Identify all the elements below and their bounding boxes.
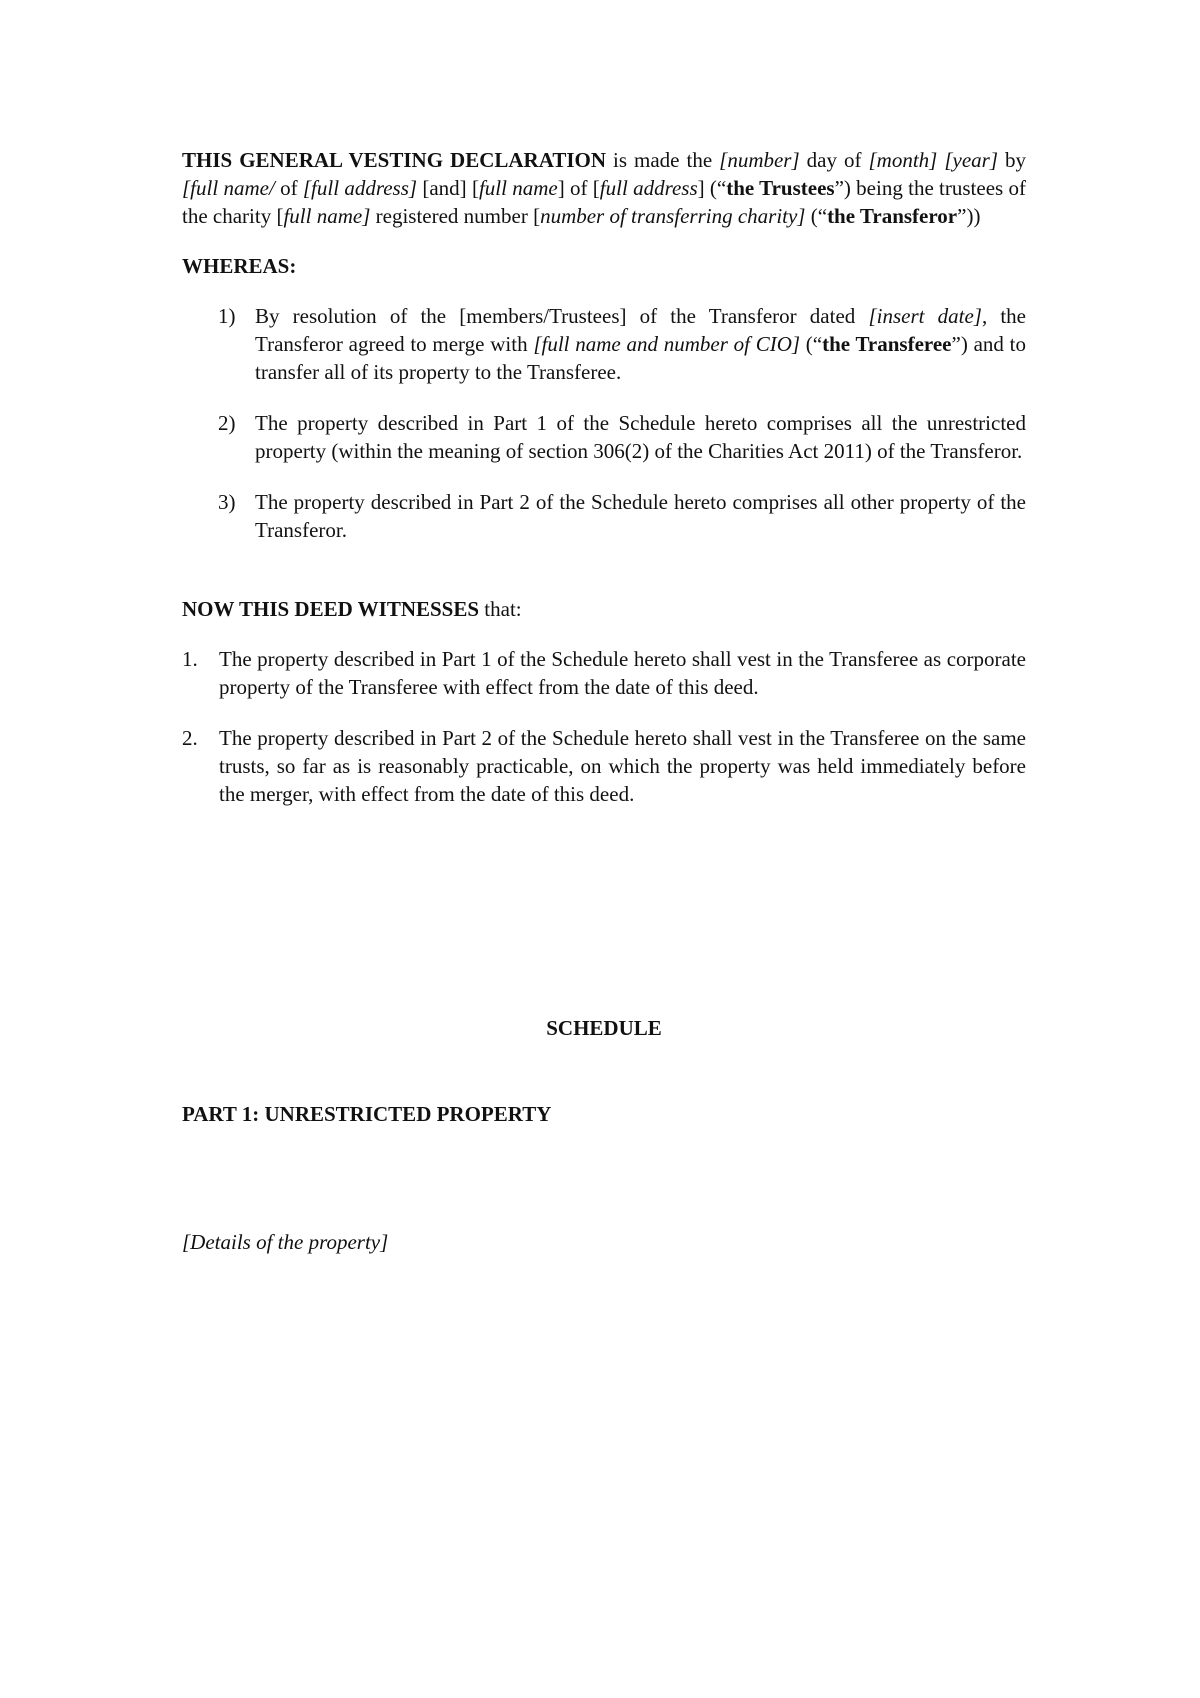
placeholder-number: [number] (719, 148, 800, 172)
intro-text: (“ (805, 204, 828, 228)
operative-clause (182, 645, 1026, 701)
recital-text: ”) and to transfer all of its property to the Transferee. (255, 332, 1026, 384)
recitals-list (182, 302, 1026, 544)
intro-text: day of (799, 148, 869, 172)
operative-clause (182, 724, 1026, 808)
recital-text: , the Transferor agreed to merge with (255, 304, 1027, 356)
recital-item (182, 409, 1026, 465)
witness-heading (182, 595, 1026, 623)
part1-details-placeholder: [Details of the property] (182, 1230, 389, 1254)
intro-text: registered number [ (370, 204, 541, 228)
intro-text: ] of [ (557, 176, 600, 200)
clause-number: 1. (182, 647, 198, 671)
intro-text: ”)) (957, 204, 981, 228)
intro-text: [and] [ (417, 176, 479, 200)
placeholder-full-address: [full address] (302, 176, 418, 200)
intro-text: by (998, 148, 1026, 172)
defined-term-transferor: the Transferor (827, 204, 958, 228)
placeholder-cio: [full name and number of CIO] (533, 332, 801, 356)
declaration-title: THIS GENERAL VESTING DECLARATION (182, 148, 606, 172)
placeholder-month-year: [month] [year] (868, 148, 998, 172)
clause-text: The property described in Part 2 of the Schedule hereto shall vest in the Transferee on the same trusts, so far as is reasonably practicable, on which the property was held immediately before the merger, with effect from the date of this deed. (219, 726, 1026, 806)
document-page (182, 146, 1027, 1254)
intro-text: of (274, 176, 303, 200)
clause-text: The property described in Part 1 of the Schedule hereto shall vest in the Transferee as corporate property of the Transferee with effect from the date of this deed. (219, 647, 1026, 699)
part1-heading: PART 1: UNRESTRICTED PROPERTY (182, 1102, 552, 1126)
intro-text: ] (“ (697, 176, 727, 200)
recital-number: 2) (218, 411, 236, 435)
whereas-heading: WHEREAS: (182, 254, 297, 278)
placeholder-charity-number: number of transferring charity] (540, 204, 806, 228)
witness-heading-rest: that: (479, 597, 522, 621)
recital-number: 1) (218, 304, 236, 328)
clause-number: 2. (182, 726, 198, 750)
witness-heading-bold: NOW THIS DEED WITNESSES (182, 597, 480, 621)
recital-text: The property described in Part 1 of the Schedule hereto comprises all the unrestricted property (within the meaning of section 306(2) of the Charities Act 2011) of the Transferor. (255, 411, 1026, 463)
recital-number: 3) (218, 490, 236, 514)
schedule-title: SCHEDULE (546, 1016, 662, 1040)
intro-paragraph (182, 146, 1026, 230)
intro-text: is made the (606, 148, 720, 172)
recital-text: The property described in Part 2 of the Schedule hereto comprises all other property of the Transferor. (255, 490, 1026, 542)
defined-term-transferee: the Transferee (822, 332, 952, 356)
recital-item (182, 302, 1026, 386)
defined-term-trustees: the Trustees (726, 176, 835, 200)
placeholder-full-name: [full name/ (182, 176, 275, 200)
intro-text: ”) being the trustees of the charity [ (182, 176, 1026, 228)
recital-text: (“ (800, 332, 823, 356)
recital-item (182, 488, 1026, 544)
operative-clauses-list (182, 645, 1026, 808)
placeholder-full-address: full address (599, 176, 698, 200)
recital-text: By resolution of the [members/Trustees] of the Transferor dated (255, 304, 869, 328)
placeholder-full-name: full name (478, 176, 558, 200)
placeholder-charity-name: full name] (283, 204, 371, 228)
placeholder-date: [insert date] (868, 304, 982, 328)
